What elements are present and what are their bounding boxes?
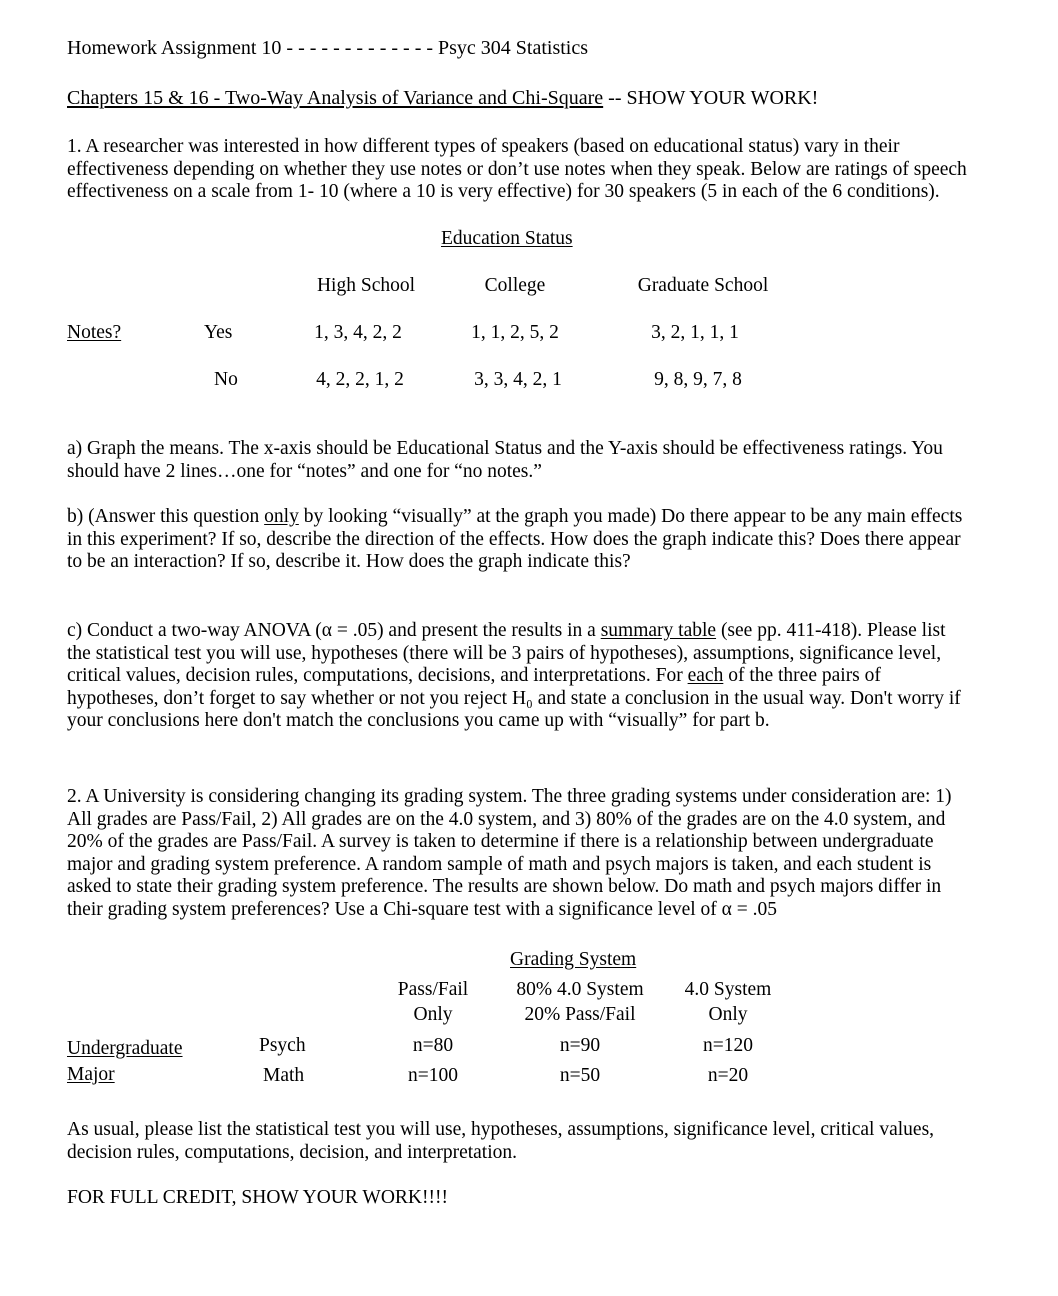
part-c-text: c) Conduct a two-way ANOVA (α = .05) and present the results in a bbox=[67, 620, 601, 641]
q1-column-header: Graduate School bbox=[637, 275, 769, 296]
part-c-line: your conclusions here don't match the conclusions you came up with “visually” for part b. bbox=[67, 710, 770, 731]
q2-intro-line: All grades are Pass/Fail, 2) All grades are on the 4.0 system, and 3) 80% of the grades are on the 4.0 system, and bbox=[67, 808, 946, 830]
part-b-line: to be an interaction? If so, describe it. How does the graph indicate this? bbox=[67, 551, 631, 572]
q2-table-cell: n=120 bbox=[703, 1035, 753, 1056]
q2-column-header: 20% Pass/Fail bbox=[524, 1004, 636, 1025]
q2-column-header: Only bbox=[413, 1004, 453, 1025]
part-c-text: (see pp. 411-418). Please list bbox=[716, 620, 946, 641]
q1-part-c bbox=[67, 620, 997, 733]
part-a-line: a) Graph the means. The x-axis should be Educational Status and the Y-axis should be effectiveness ratings. You bbox=[67, 438, 943, 459]
part-c-line: hypotheses, don’t forget to say whether or not you reject H₀ and state a conclusion in the usual way. Don't worry if bbox=[67, 687, 961, 709]
q1-table-cell: 3, 3, 4, 2, 1 bbox=[474, 369, 562, 390]
q1-intro-line: 1. A researcher was interested in how different types of speakers (based on educational status) vary in their bbox=[67, 136, 900, 157]
q2-table-cell: n=80 bbox=[412, 1035, 454, 1056]
q1-row-label: Yes bbox=[204, 322, 233, 343]
q2-intro bbox=[67, 786, 997, 921]
subtitle-rest: -- SHOW YOUR WORK! bbox=[603, 87, 819, 109]
part-a-line: should have 2 lines…one for “notes” and one for “no notes.” bbox=[67, 460, 542, 482]
q1-row-factor: Notes? bbox=[67, 322, 122, 343]
q2-row-factor: Undergraduate bbox=[67, 1038, 183, 1059]
q2-intro-line: major and grading system preference. A random sample of math and psych majors is taken, and each student is bbox=[67, 853, 932, 875]
part-c-line: the statistical test you will use, hypotheses (there will be 3 pairs of hypotheses), assumptions, significance level, bbox=[67, 642, 942, 664]
q2-intro-line: 20% of the grades are Pass/Fail. A survey is taken to determine if there is a relationship between undergraduate bbox=[67, 831, 934, 852]
q2-intro-line: asked to state their grading system preference. The results are shown below. Do math and psych majors differ in bbox=[67, 876, 942, 897]
part-b-line: in this experiment? If so, describe the direction of the effects. How does the graph indicate this? Does there appear bbox=[67, 528, 961, 550]
part-b-line bbox=[67, 506, 997, 529]
q1-intro-line: effectiveness on a scale from 1- 10 (where a 10 is very effective) for 30 speakers (5 in each of the 6 conditions). bbox=[67, 181, 940, 202]
page-title: Homework Assignment 10 - - - - - - - - - - - - - Psyc 304 Statistics bbox=[67, 37, 589, 59]
q2-column-header: Pass/Fail bbox=[397, 979, 469, 1000]
q2-table-cell: n=100 bbox=[408, 1065, 458, 1086]
q1-column-header: College bbox=[484, 275, 546, 296]
part-c-emphasis: each bbox=[687, 665, 724, 686]
q2-table-cell: n=50 bbox=[559, 1065, 601, 1086]
part-c-text: of the three pairs of bbox=[723, 665, 881, 686]
q2-table-cell: n=20 bbox=[707, 1065, 749, 1086]
q1-column-header: High School bbox=[316, 275, 416, 296]
q2-column-header: 4.0 System bbox=[684, 979, 772, 1000]
q1-table-cell: 4, 2, 2, 1, 2 bbox=[316, 369, 404, 390]
q1-table-cell: 1, 1, 2, 5, 2 bbox=[471, 322, 559, 343]
q2-outro bbox=[67, 1119, 997, 1164]
q2-column-header: Only bbox=[708, 1004, 748, 1025]
q1-table-cell: 9, 8, 9, 7, 8 bbox=[654, 369, 742, 390]
q2-column-header: 80% 4.0 System bbox=[516, 979, 644, 1000]
part-c-line bbox=[67, 665, 997, 688]
q1-table-cell: 1, 3, 4, 2, 2 bbox=[314, 322, 402, 343]
q2-table-cell: n=90 bbox=[559, 1035, 601, 1056]
q2-factor-label: Grading System bbox=[510, 949, 637, 970]
part-c-emphasis: summary table bbox=[600, 620, 717, 641]
q1-intro-line: effectiveness depending on whether they use notes or don’t use notes when they speak. Below are ratings of speech bbox=[67, 158, 967, 180]
q1-intro bbox=[67, 136, 997, 204]
q1-factor-label: Education Status bbox=[441, 228, 573, 249]
q2-intro-line: 2. A University is considering changing its grading system. The three grading systems under consideration are: 1) bbox=[67, 786, 952, 807]
closing-note: FOR FULL CREDIT, SHOW YOUR WORK!!!! bbox=[67, 1187, 448, 1208]
part-b-emphasis: only bbox=[264, 506, 299, 527]
q2-outro-line: decision rules, computations, decision, and interpretation. bbox=[67, 1141, 518, 1163]
part-b-text: b) (Answer this question bbox=[67, 506, 265, 527]
q2-row-factor: Major bbox=[67, 1064, 115, 1085]
q2-row-label: Math bbox=[263, 1065, 305, 1086]
part-c-text: critical values, decision rules, computations, decisions, and interpretations. For bbox=[67, 665, 688, 686]
q2-outro-line: As usual, please list the statistical test you will use, hypotheses, assumptions, significance level, critical values, bbox=[67, 1119, 935, 1140]
subtitle-underlined: Chapters 15 & 16 - Two-Way Analysis of Variance and Chi-Square bbox=[67, 87, 604, 109]
part-c-line bbox=[67, 620, 997, 643]
chapters-subtitle bbox=[67, 87, 818, 110]
q1-part-b bbox=[67, 506, 997, 574]
q1-part-a bbox=[67, 438, 997, 483]
q2-intro-line: their grading system preferences? Use a Chi-square test with a significance level of α = .05 bbox=[67, 898, 777, 920]
part-b-text: by looking “visually” at the graph you made) Do there appear to be any main effects bbox=[298, 506, 963, 527]
q1-row-label: No bbox=[214, 369, 238, 390]
q1-table-cell: 3, 2, 1, 1, 1 bbox=[651, 322, 739, 343]
q2-row-label: Psych bbox=[259, 1035, 306, 1056]
